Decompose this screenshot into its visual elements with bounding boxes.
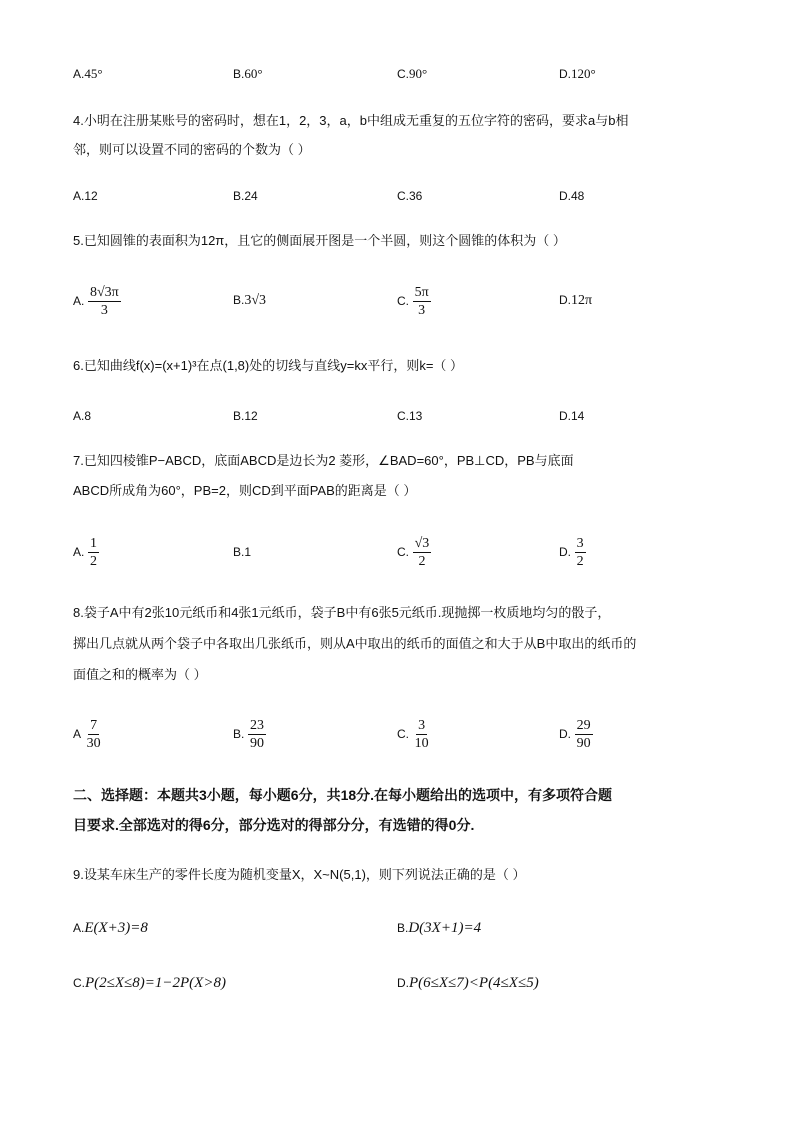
q8-d-fraction: $\frac{29}{90}$ bbox=[576, 718, 591, 751]
q9-option-b: B.D(3X+1)=4 bbox=[397, 920, 482, 936]
q7-a-fraction: $\frac{1}{2}$ bbox=[89, 536, 97, 569]
q7-option-c: C. $\frac{√3}{2}$ bbox=[397, 536, 430, 569]
q8-option-a: A $\frac{7}{30}$ bbox=[73, 718, 101, 751]
q4-stem-line1: 4.小明在注册某账号的密码时，想在1，2，3，a，b中组成无重复的五位字符的密码，要求a与b相 bbox=[73, 113, 629, 128]
q8-b-fraction: $\frac{23}{90}$ bbox=[249, 718, 264, 751]
q8-a-fraction: $\frac{7}{30}$ bbox=[86, 718, 101, 751]
q5-option-b: B.3√3 bbox=[233, 293, 267, 308]
q5-c-fraction: $\frac{5\pi}{3}$ bbox=[414, 285, 429, 318]
q5-option-a: A. $\frac{8√3\pi}{3}$ bbox=[73, 285, 119, 318]
q8-stem-line3: 面值之和的概率为（ ） bbox=[73, 667, 207, 682]
q6-option-c: C.13 bbox=[397, 409, 423, 423]
q7-option-b: B.1 bbox=[233, 545, 252, 559]
q8-stem-line2: 掷出几点就从两个袋子中各取出几张纸币，则从A中取出的纸币的面值之和大于从B中取出的纸币的 bbox=[73, 636, 637, 651]
q5-option-d: D.12π bbox=[559, 293, 593, 308]
q5-a-fraction: $\frac{8√3\pi}{3}$ bbox=[89, 285, 119, 318]
q8-c-fraction: $\frac{3}{10}$ bbox=[414, 718, 429, 751]
q6-option-a: A.8 bbox=[73, 409, 92, 423]
q7-stem-line2: ABCD所成角为60°，PB=2，则CD到平面PAB的距离是（ ） bbox=[73, 483, 417, 498]
q8-option-d: D. $\frac{29}{90}$ bbox=[559, 718, 591, 751]
q4-stem-line2: 邻，则可以设置不同的密码的个数为（ ） bbox=[73, 142, 311, 157]
q3-option-b: B.60° bbox=[233, 66, 263, 81]
q7-stem-line1: 7.已知四棱锥P−ABCD，底面ABCD是边长为2 菱形，∠BAD=60°，PB⊥CD，PB与底面 bbox=[73, 453, 574, 468]
q9-stem: 9.设某车床生产的零件长度为随机变量X，X~N(5,1)，则下列说法正确的是（ ） bbox=[73, 867, 526, 882]
q3-option-d: D.120° bbox=[559, 66, 596, 81]
q4-option-d: D.48 bbox=[559, 189, 585, 203]
q3-option-c: C.90° bbox=[397, 66, 428, 81]
q5-stem: 5.已知圆锥的表面积为12π，且它的侧面展开图是一个半圆，则这个圆锥的体积为（ ） bbox=[73, 233, 566, 248]
q8-option-c: C. $\frac{3}{10}$ bbox=[397, 718, 429, 751]
q6-option-d: D.14 bbox=[559, 409, 585, 423]
q6-stem: 6.已知曲线f(x)=(x+1)³在点(1,8)处的切线与直线y=kx平行，则k=（ ） bbox=[73, 358, 464, 373]
q7-c-fraction: $\frac{√3}{2}$ bbox=[414, 536, 430, 569]
section2-heading-line1: 二、选择题：本题共3小题，每小题6分，共18分.在每小题给出的选项中，有多项符合题 bbox=[73, 787, 613, 803]
q7-option-a: A. $\frac{1}{2}$ bbox=[73, 536, 97, 569]
q5-option-c: C. $\frac{5\pi}{3}$ bbox=[397, 285, 429, 318]
q7-d-fraction: $\frac{3}{2}$ bbox=[576, 536, 584, 569]
q6-option-b: B.12 bbox=[233, 409, 258, 423]
q3-option-a: A.45° bbox=[73, 66, 103, 81]
q8-option-b: B. $\frac{23}{90}$ bbox=[233, 718, 264, 751]
q4-option-b: B.24 bbox=[233, 189, 258, 203]
section2-heading-line2: 目要求.全部选对的得6分，部分选对的得部分分，有选错的得0分. bbox=[73, 817, 475, 833]
q9-option-c: C.P(2≤X≤8)=1−2P(X>8) bbox=[73, 975, 226, 991]
q4-option-a: A.12 bbox=[73, 189, 98, 203]
q4-option-c: C.36 bbox=[397, 189, 423, 203]
q9-option-d: D.P(6≤X≤7)<P(4≤X≤5) bbox=[397, 975, 539, 991]
q9-option-a: A.E(X+3)=8 bbox=[73, 920, 148, 936]
q8-stem-line1: 8.袋子A中有2张10元纸币和4张1元纸币，袋子B中有6张5元纸币.现抛掷一枚质地均匀的骰子， bbox=[73, 605, 611, 620]
q7-option-d: D. $\frac{3}{2}$ bbox=[559, 536, 584, 569]
